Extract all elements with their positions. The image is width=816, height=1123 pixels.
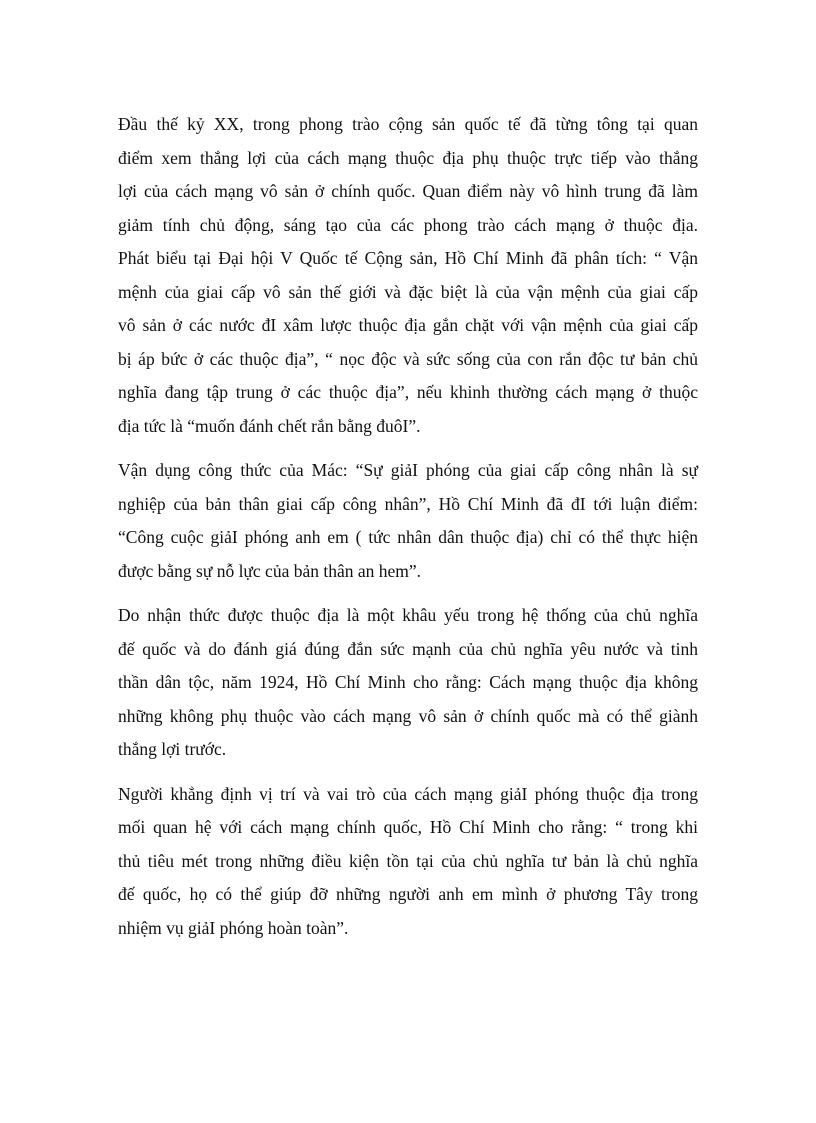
text-line: những không phụ thuộc vào cách mạng vô sản ở chính quốc mà có thể giành [118, 705, 698, 726]
text-line: nghĩa đang tập trung ở các thuộc địa”, nếu khinh thường cách mạng ở thuộc [118, 382, 698, 402]
text-line: bị áp bức ở các thuộc địa”, “ nọc độc và sức sống của con rắn độc tư bản chủ [118, 348, 698, 369]
text-line: được bằng sự nỗ lực của bản thân an hem”. [118, 560, 422, 581]
document-page [118, 108, 698, 956]
text-line: Do nhận thức được thuộc địa là một khâu yếu trong hệ thống của chủ nghĩa [118, 605, 698, 625]
text-line: “Công cuộc giảI phóng anh em ( tức nhân dân thuộc địa) chỉ có thể thực hiện [118, 527, 698, 547]
text-line: vô sản ở các nước đI xâm lược thuộc địa gắn chặt với vận mệnh của giai cấp [118, 315, 698, 335]
text-line: thủ tiêu mét trong những điều kiện tồn tại của chủ nghĩa tư bản là chủ nghĩa [118, 850, 698, 871]
text-line: địa tức là “muốn đánh chết rắn bằng đuôI”. [118, 415, 421, 436]
paragraph-3 [118, 599, 698, 767]
text-line: đế quốc và do đánh giá đúng đắn sức mạnh của chủ nghĩa yêu nước và tinh [118, 638, 698, 659]
paragraph-4 [118, 778, 698, 946]
text-line: Đầu thế kỷ XX, trong phong trào cộng sản quốc tế đã từng tông tại quan [118, 114, 698, 134]
text-line: Phát biểu tại Đại hội V Quốc tế Cộng sản, Hồ Chí Minh đã phân tích: “ Vận [118, 248, 698, 268]
text-line: mối quan hệ với cách mạng chính quốc, Hồ Chí Minh cho rằng: “ trong khi [118, 817, 698, 837]
text-line: điểm xem thắng lợi của cách mạng thuộc địa phụ thuộc trực tiếp vào thắng [118, 147, 698, 168]
paragraph-2 [118, 454, 698, 588]
paragraph-1 [118, 108, 698, 443]
text-line: thần dân tộc, năm 1924, Hồ Chí Minh cho rằng: Cách mạng thuộc địa không [118, 672, 698, 692]
text-line: nghiệp của bản thân giai cấp công nhân”, Hồ Chí Minh đã đI tới luận điểm: [118, 493, 698, 514]
text-line: giảm tính chủ động, sáng tạo của các phong trào cách mạng ở thuộc địa. [118, 214, 698, 235]
text-line: nhiệm vụ giảI phóng hoàn toàn”. [118, 917, 349, 938]
text-line: đế quốc, họ có thể giúp đỡ những người anh em mình ở phương Tây trong [118, 884, 698, 904]
text-line: thắng lợi trước. [118, 739, 227, 759]
text-line: Người khẳng định vị trí và vai trò của cách mạng giảI phóng thuộc địa trong [118, 783, 698, 804]
text-line: Vận dụng công thức của Mác: “Sự giảI phóng của giai cấp công nhân là sự [118, 460, 698, 480]
text-line: mệnh của giai cấp vô sản thế giới và đặc biệt là của vận mệnh của giai cấp [118, 281, 698, 302]
text-line: lợi của cách mạng vô sản ở chính quốc. Quan điểm này vô hình trung đã làm [118, 181, 698, 201]
